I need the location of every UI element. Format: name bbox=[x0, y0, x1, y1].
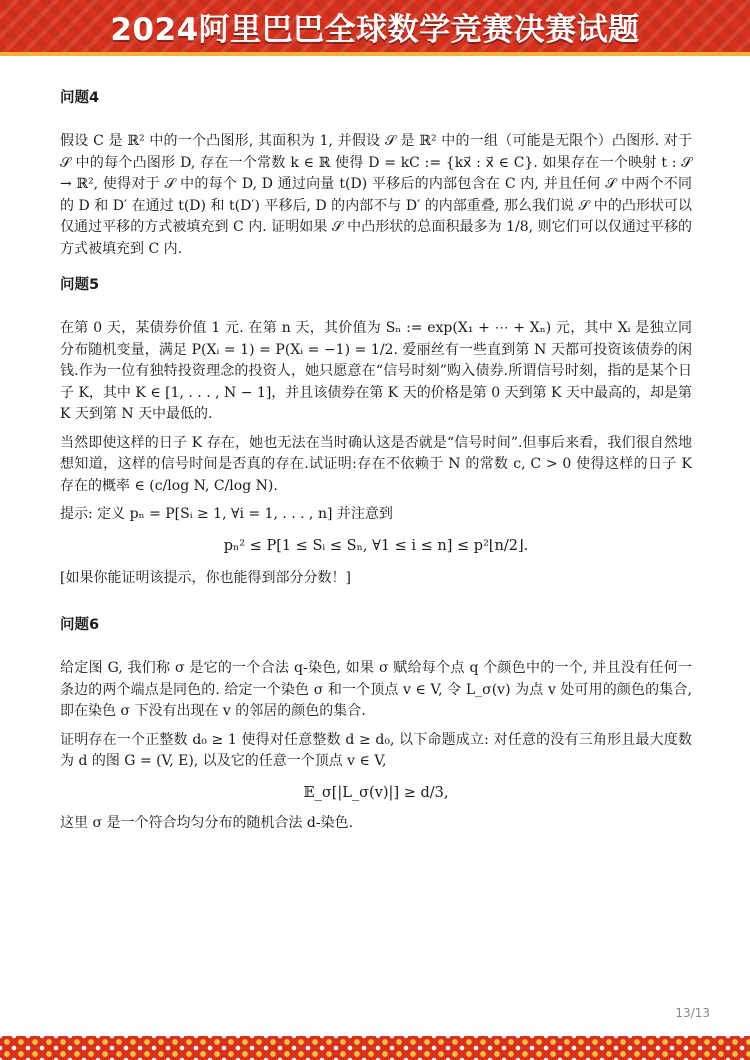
footer-decoration bbox=[0, 1036, 750, 1060]
problem-5-title: 问题5 bbox=[60, 277, 100, 293]
title-banner bbox=[0, 0, 750, 56]
problem-4-statement: 假设 C 是 ℝ² 中的一个凸图形, 其面积为 1, 并假设 𝒮 是 ℝ² 中的一组（可能是无限个）凸图形. 对于 𝒮 中的每个凸图形 D, 存在一个常数 k ∈ ℝ 使得 D = kC := {kx⃗ : x⃗ ∈ C}. 如果存在一个映射 t : 𝒮 → ℝ², 使得对于 𝒮 中的每个 D, D 通过向量 t(D) 平移后的内部包含在 C 内, 并且任何 𝒮 中两个不同的 D 和 D′ 在通过 t(D) 和 t(D′) 平移后, D 的内部不与 D′ 的内部重叠, 那么我们说 𝒮 中的凸形状可以仅通过平移的方式被填充到 C 内. 证明如果 𝒮 中凸形状的总面积最多为 1/8, 则它们可以仅通过平移的方式被填充到 C 内. bbox=[60, 133, 692, 257]
problem-5-question: 当然即使这样的日子 K 存在，她也无法在当时确认这是否就是“信号时间”.但事后来看，我们很自然地想知道，这样的信号时间是否真的存在.试证明:存在不依赖于 N 的常数 c, C > 0 使得这样的日子 K 存在的概率 ∈ (c/log N, C/log N). bbox=[60, 434, 692, 494]
problem-5-hint: 提示: 定义 pₙ = P[Sᵢ ≥ 1, ∀i = 1, . . . , n] 并注意到 bbox=[60, 506, 393, 522]
problem-6-closing: 这里 σ 是一个符合均匀分布的随机合法 d-染色. bbox=[60, 814, 354, 831]
problem-5-note: [如果你能证明该提示，你也能得到部分分数！] bbox=[60, 569, 351, 586]
problem-4 bbox=[60, 86, 692, 260]
problem-5-statement: 在第 0 天，某债券价值 1 元. 在第 n 天，其价值为 Sₙ := exp(X₁ + ⋯ + Xₙ) 元，其中 Xᵢ 是独立同分布随机变量，满足 P(Xᵢ = 1) = P(Xᵢ = −1) = 1/2. 爱丽丝有一些直到第 N 天都可投资该债券的闲钱.作为一位有独特投资理念的投资人，她只愿意在“信号时刻”购入债券.所谓信号时刻，指的是某个日子 K，其中 K ∈ [1, . . . , N − 1]，并且该债券在第 K 天的价格是第 0 天到第 K 天中最高的，却是第 K 天到第 N 天中最低的. bbox=[60, 320, 692, 422]
problem-5-hint-formula: pₙ² ≤ P[1 ≤ Sᵢ ≤ Sₙ, ∀1 ≤ i ≤ n] ≤ p²⌊n/2⌋. bbox=[223, 537, 529, 554]
problem-6-formula: 𝔼_σ[|L_σ(v)|] ≥ d/3, bbox=[303, 784, 449, 801]
problem-6-definition: 给定图 G, 我们称 σ 是它的一个合法 q-染色, 如果 σ 赋给每个点 q 个颜色中的一个, 并且没有任何一条边的两个端点是同色的. 给定一个染色 σ 和一个顶点 v ∈ V, 令 L_σ(v) 为点 v 处可用的颜色的集合, 即在染色 σ 下没有出现在 v 的邻居的颜色的集合. bbox=[60, 660, 692, 719]
problem-6 bbox=[60, 613, 692, 834]
problem-6-claim: 证明存在一个正整数 d₀ ≥ 1 使得对任意整数 d ≥ d₀, 以下命题成立: 对任意的没有三角形且最大度数为 d 的图 G = (V, E), 以及它的任意一个顶点 v ∈ V, bbox=[60, 731, 692, 769]
page-title: 2024阿里巴巴全球数学竞赛决赛试题 bbox=[110, 11, 640, 48]
page-number: 13/13 bbox=[675, 1006, 710, 1020]
problem-5 bbox=[60, 273, 692, 589]
problem-4-title: 问题4 bbox=[60, 90, 100, 106]
problem-6-title: 问题6 bbox=[60, 617, 100, 633]
